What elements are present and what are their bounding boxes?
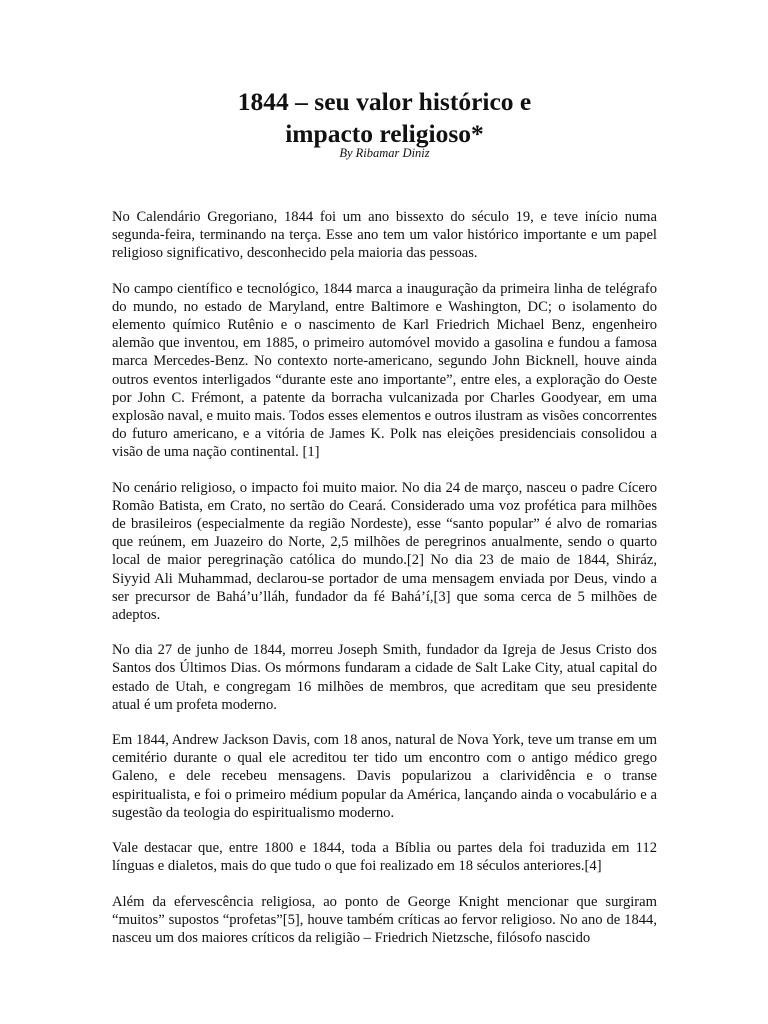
document-body: [112, 208, 657, 947]
paragraph-4: No dia 27 de junho de 1844, morreu Joseph Smith, fundador da Igreja de Jesus Cristo dos Santos dos Últimos Dias. Os mórmons fundaram a cidade de Salt Lake City, atual capital do estado de Utah, e congregam 16 milhões de membros, que acreditam que seu presidente atual é um profeta moderno.: [112, 642, 657, 713]
document-title: [112, 86, 657, 150]
paragraph-7: Além da efervescência religiosa, ao ponto de George Knight mencionar que surgiram “muitos” supostos “profetas”[5], houve também críticas ao fervor religioso. No ano de 1844, nasceu um dos maiores críticos da religião – Friedrich Nietzsche, filósofo nascido: [112, 893, 657, 946]
title-line-2: impacto religioso*: [285, 119, 484, 148]
paragraph-3: No cenário religioso, o impacto foi muito maior. No dia 24 de março, nasceu o padre Cícero Romão Batista, em Crato, no sertão do Ceará. Considerado uma voz profética para milhões de brasileiros (especialmente da região Nordeste), esse “santo popular” é alvo de romarias que reúnem, em Juazeiro do Norte, 2,5 milhões de peregrinos anualmente, sendo o quarto local de maior peregrinação católica do mundo.[2] No dia 23 de maio de 1844, Shiráz, Siyyid Ali Muhammad, declarou-se portador de uma mensagem enviada por Deus, vindo a ser precursor de Bahá’u’lláh, fundador da fé Bahá’í,[3] que soma cerca de 5 milhões de adeptos.: [112, 479, 657, 624]
author-byline: By Ribamar Diniz: [339, 146, 430, 160]
document-page: [112, 86, 657, 964]
title-line-1: 1844 – seu valor histórico e: [237, 87, 532, 116]
paragraph-2: No campo científico e tecnológico, 1844 marca a inauguração da primeira linha de telégrafo do mundo, no estado de Maryland, entre Baltimore e Washington, DC; o isolamento do elemento químico Rutênio e o nascimento de Karl Friedrich Michael Benz, engenheiro alemão que inventou, em 1885, o primeiro automóvel movido a gasolina e fundou a famosa marca Mercedes-Benz. No contexto norte-americano, segundo John Bicknell, houve ainda outros eventos interligados “durante este ano importante”, entre eles, a exploração do Oeste por John C. Frémont, a patente da borracha vulcanizada por Charles Goodyear, em uma explosão naval, e muito mais. Todos esses elementos e outros ilustram as visões concorrentes do futuro americano, e a vitória de James K. Polk nas eleições presidenciais consolidou a visão de uma nação continental. [1]: [112, 280, 657, 461]
paragraph-6: Vale destacar que, entre 1800 e 1844, toda a Bíblia ou partes dela foi traduzida em 112 línguas e dialetos, mais do que tudo o que foi realizado em 18 séculos anteriores.[4]: [112, 840, 657, 875]
paragraph-1: No Calendário Gregoriano, 1844 foi um ano bissexto do século 19, e teve início numa segunda-feira, terminando na terça. Esse ano tem um valor histórico importante e um papel religioso significativo, desconhecido pela maioria das pessoas.: [112, 209, 657, 262]
paragraph-5: Em 1844, Andrew Jackson Davis, com 18 anos, natural de Nova York, teve um transe em um cemitério durante o qual ele acreditou ter tido um encontro com o antigo médico grego Galeno, e dele recebeu mensagens. Davis popularizou a clarividência e o transe espiritualista, e foi o primeiro médium popular da América, lançando ainda o vocabulário e a sugestão da teologia do espiritualismo moderno.: [112, 732, 657, 821]
